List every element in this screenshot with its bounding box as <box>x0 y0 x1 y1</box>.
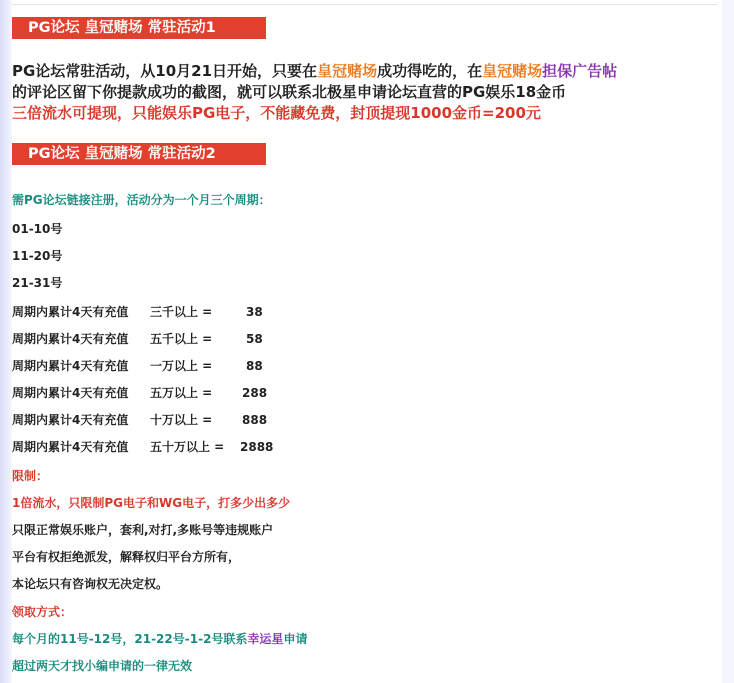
tier-row: 周期内累计4天有充值 三千以上 = 38 <box>12 305 263 319</box>
claim-schedule: 每个月的11号-12号，21-22号-1-2号联系幸运星申请 <box>12 632 308 646</box>
tier-row: 周期内累计4天有充值 五千以上 = 58 <box>12 332 263 346</box>
restriction-item: 平台有权拒绝派发，解释权归平台方所有， <box>12 550 241 564</box>
guarantee-ad-link[interactable]: 担保广告帖 <box>542 62 618 80</box>
tier-row: 周期内累计4天有充值 五十万以上 = 2888 <box>12 440 274 454</box>
activity2-intro: 需PG论坛链接注册，活动分为一个月三个周期： <box>12 193 271 207</box>
activity1-banner: PG论坛 皇冠赌场 常驻活动1 <box>12 17 266 39</box>
casino-link[interactable]: 皇冠赌场 <box>317 62 378 80</box>
activity2-banner: PG论坛 皇冠赌场 常驻活动2 <box>12 143 266 165</box>
lucky-star-contact-link[interactable]: 幸运星 <box>247 632 284 646</box>
period-item: 11-20号 <box>12 249 63 263</box>
period-item: 01-10号 <box>12 222 63 236</box>
tier-row: 周期内累计4天有充值 五万以上 = 288 <box>12 386 268 400</box>
claim-title: 领取方式： <box>12 605 73 619</box>
pg-forum-link[interactable]: G论坛链接注册，活动分为一个月三个周期： <box>32 193 271 207</box>
activity1-description <box>12 61 712 124</box>
tier-row: 周期内累计4天有充值 十万以上 = 888 <box>12 413 268 427</box>
casino-link-2[interactable]: 皇冠赌场 <box>482 62 543 80</box>
restriction-item: 本论坛只有咨询权无决定权。 <box>12 577 169 591</box>
intro-line-3: 三倍流水可提现，只能娱乐PG电子，不能藏免费，封顶提现1000金币=200元 <box>12 104 541 122</box>
restriction-wagering: 1倍流水，只限制PG电子和WG电子，打多少出多少 <box>12 496 291 510</box>
claim-note: 超过两天才找小编申请的一律无效 <box>12 659 193 673</box>
intro-line-1: PG论坛常驻活动，从10月21日开始，只要在皇冠赌场成功得吃的，在皇冠赌场担保广告帖 <box>12 62 618 80</box>
left-edge-strip <box>0 0 12 683</box>
top-divider <box>12 4 717 5</box>
restrictions-title: 限制： <box>12 469 49 483</box>
tier-row: 周期内累计4天有充值 一万以上 = 88 <box>12 359 263 373</box>
period-item: 21-31号 <box>12 276 63 290</box>
intro-line-2: 的评论区留下你提款成功的截图，就可以联系北极星申请论坛直营的PG娱乐18金币 <box>12 83 567 101</box>
restriction-item: 只限正常娱乐账户，套利,对打,多账号等违规账户 <box>12 523 274 537</box>
